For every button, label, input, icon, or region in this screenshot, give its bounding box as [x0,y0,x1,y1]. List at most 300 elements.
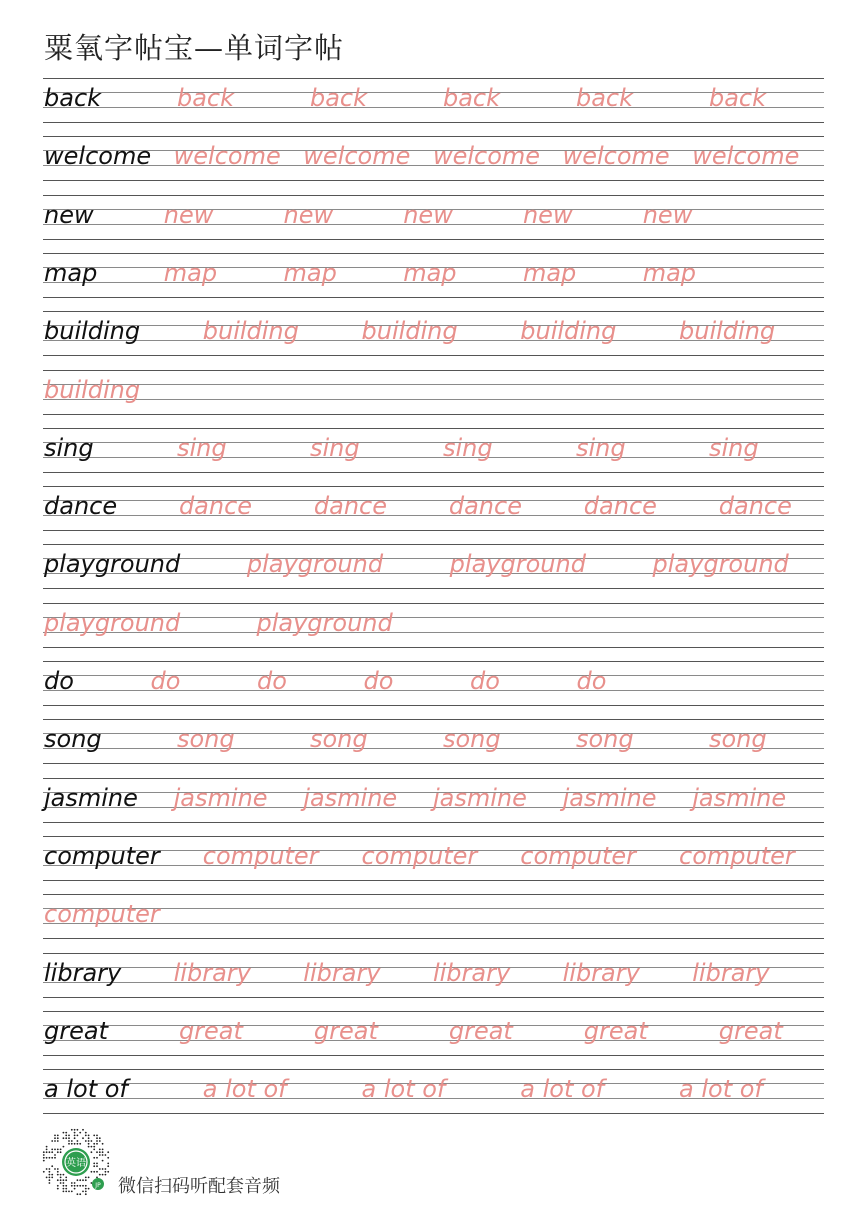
qr-dot [54,1137,56,1139]
qr-dot [51,1149,53,1151]
practice-row [43,370,824,428]
qr-dot [63,1132,65,1134]
trace-word: map [403,258,457,287]
qr-dot [71,1185,73,1187]
qr-dot [93,1146,95,1148]
guide-line [43,923,824,924]
qr-dot [102,1143,104,1145]
qr-dot [85,1193,87,1195]
trace-word: welcome [303,142,411,171]
qr-dot [85,1140,87,1142]
guide-line [43,763,824,764]
footer-text: 微信扫码听配套音频 [118,1176,280,1197]
trace-word: jasmine [692,783,787,812]
trace-word: dance [718,492,792,521]
qr-code[interactable] [40,1126,112,1198]
practice-row [43,661,824,719]
guide-line [43,880,824,881]
trace-word: map [163,258,218,287]
qr-dot [57,1137,59,1139]
trace-word: playground [44,608,181,637]
qr-dot [49,1174,51,1176]
guide-line [43,1040,824,1041]
guide-line [43,733,824,734]
practice-row [43,428,824,486]
trace-word: welcome [692,142,800,171]
trace-word: building [361,317,458,346]
trace-word: great [448,1016,513,1045]
qr-dot [54,1157,56,1159]
trace-word: new [283,200,334,229]
qr-dot [54,1168,56,1170]
guide-line [43,530,824,531]
guide-line [43,588,824,589]
qr-dot [85,1132,87,1134]
qr-dot [77,1140,79,1142]
guide-line [43,661,824,662]
trace-word: sing [309,433,360,462]
qr-dot [102,1168,104,1170]
trace-word: new [163,200,214,229]
trace-word: do [576,667,607,695]
qr-dot [105,1168,107,1170]
qr-dot [88,1143,90,1145]
qr-dot [79,1143,81,1145]
qr-dot [63,1191,65,1193]
qr-dot [43,1151,45,1153]
trace-word: computer [679,841,795,870]
qr-dot [77,1185,79,1187]
practice-row [43,78,824,136]
qr-dot [57,1151,59,1153]
trace-word: do [256,667,287,695]
qr-dot [93,1143,95,1145]
qr-dot [51,1157,53,1159]
guide-line [43,705,824,706]
qr-dot [65,1179,67,1181]
target-word: back [44,84,102,112]
qr-dot [57,1149,59,1151]
qr-dot [51,1140,53,1142]
trace-word: sing [442,433,493,462]
trace-word: do [363,667,394,695]
guide-line [43,894,824,895]
qr-dot [91,1140,93,1142]
qr-dot [96,1151,98,1153]
trace-word: great [718,1016,783,1045]
qr-dot [74,1188,76,1190]
qr-dot [96,1157,98,1159]
target-word: computer [44,841,160,870]
qr-dot [46,1157,48,1159]
qr-dot [102,1174,104,1176]
guide-line [43,938,824,939]
guide-line [43,486,824,487]
trace-word: map [642,258,697,287]
qr-dot [102,1149,104,1151]
qr-dot [74,1129,76,1131]
qr-dot [68,1191,70,1193]
qr-dot [68,1143,70,1145]
qr-dot [65,1185,67,1187]
trace-word: map [283,258,337,287]
trace-word: sing [575,433,626,462]
qr-dot [54,1140,56,1142]
qr-dot [105,1171,107,1173]
qr-dot [63,1174,65,1176]
trace-word: a lot of [202,1075,287,1104]
trace-word: welcome [562,142,670,171]
qr-dot [46,1149,48,1151]
qr-dot [105,1154,107,1156]
trace-word: do [469,667,500,695]
guide-line [43,1011,824,1012]
trace-word: library [173,958,251,987]
qr-dot [88,1188,90,1190]
qr-dot [60,1174,62,1176]
qr-dot [65,1132,67,1134]
qr-dot [99,1168,101,1170]
target-word: dance [44,492,118,521]
trace-word: back [575,84,633,112]
guide-line [43,603,824,604]
qr-dot [51,1165,53,1167]
guide-line [43,1055,824,1056]
target-word: do [44,667,74,695]
guide-line [43,457,824,458]
qr-dot [93,1163,95,1165]
guide-line [43,822,824,823]
qr-dot [85,1179,87,1181]
qr-dot [68,1137,70,1139]
guide-line [43,384,824,385]
qr-dot [107,1171,109,1173]
qr-dot [57,1185,59,1187]
qr-dot [85,1185,87,1187]
trace-word: map [522,258,577,287]
trace-word: playground [652,550,789,579]
guide-line [43,136,824,137]
trace-word: dance [313,492,388,521]
qr-dot [96,1140,98,1142]
guide-line [43,748,824,749]
qr-dot [71,1143,73,1145]
trace-word: new [522,200,573,229]
qr-dot [88,1140,90,1142]
guide-line [43,370,824,371]
qr-dot [71,1191,73,1193]
trace-word: computer [202,841,319,870]
qr-dot [71,1140,73,1142]
qr-dot [88,1135,90,1137]
qr-dot [96,1137,98,1139]
trace-word: song [309,725,368,754]
target-word: a lot of [44,1075,128,1104]
qr-badge-label: 英语 [66,1158,86,1169]
qr-dot [51,1151,53,1153]
practice-row [43,1011,824,1069]
trace-word: playground [449,550,586,579]
qr-dot [63,1188,65,1190]
guide-line [43,544,824,545]
qr-dot [68,1140,70,1142]
guide-line [43,719,824,720]
target-word: building [44,317,141,346]
guide-line [43,472,824,473]
trace-word: new [642,200,693,229]
qr-dot [99,1137,101,1139]
qr-dot [49,1151,51,1153]
qr-dot [91,1171,93,1173]
qr-dot [82,1137,84,1139]
qr-dot [85,1177,87,1179]
qr-dot [85,1135,87,1137]
practice-row [43,195,824,253]
trace-word: sing [708,433,759,462]
trace-word: song [176,725,235,754]
qr-dot [54,1135,56,1137]
trace-word: computer [44,900,160,929]
guide-line [43,997,824,998]
trace-word: jasmine [173,783,268,812]
trace-word: sing [176,433,227,462]
qr-dot [65,1188,67,1190]
practice-row [43,136,824,194]
qr-dot [49,1179,51,1181]
qr-dot [57,1188,59,1190]
trace-word: a lot of [679,1075,763,1104]
practice-row [43,894,824,952]
qr-dot [107,1151,109,1153]
qr-dot [49,1171,51,1173]
qr-dot [93,1157,95,1159]
practice-row [43,1069,824,1127]
guide-line [43,399,824,400]
trace-word: building [679,317,776,346]
qr-dot [93,1135,95,1137]
qr-dot [57,1179,59,1181]
qr-dot [65,1135,67,1137]
practice-row [43,953,824,1011]
trace-word: dance [583,492,657,521]
trace-word: building [520,317,617,346]
guide-line [43,355,824,356]
qr-dot [60,1179,62,1181]
trace-word: library [432,958,511,987]
trace-word: building [202,317,299,346]
qr-dot [51,1177,53,1179]
guide-line [43,92,824,93]
qr-dot [74,1182,76,1184]
guide-line [43,1069,824,1070]
qr-dot [99,1174,101,1176]
qr-dot [107,1165,109,1167]
qr-dot [79,1179,81,1181]
qr-dot [88,1137,90,1139]
qr-dot [82,1179,84,1181]
qr-dot [46,1177,48,1179]
trace-word: song [708,725,767,754]
guide-line [43,122,824,123]
qr-dot [99,1154,101,1156]
qr-dot [46,1168,48,1170]
qr-dot [96,1171,98,1173]
qr-dot [60,1182,62,1184]
trace-word: computer [361,841,478,870]
qr-dot [63,1179,65,1181]
practice-row [43,603,824,661]
qr-dot [60,1151,62,1153]
trace-word: back [309,84,368,112]
qr-dot [82,1191,84,1193]
guide-line [43,778,824,779]
qr-dot [63,1185,65,1187]
qr-dot [96,1135,98,1137]
trace-word: great [583,1016,648,1045]
qr-dot [57,1174,59,1176]
qr-dot [57,1140,59,1142]
qr-dot [77,1179,79,1181]
qr-dot [49,1182,51,1184]
target-word: song [44,725,102,754]
qr-dot [60,1177,62,1179]
target-word: map [44,258,98,287]
qr-dot [79,1132,81,1134]
trace-word: a lot of [361,1075,446,1104]
qr-dot [49,1157,51,1159]
qr-dot [68,1135,70,1137]
trace-word: new [403,200,453,229]
qr-dot [79,1193,81,1195]
target-word: jasmine [44,783,138,812]
guide-line [43,297,824,298]
guide-line [43,515,824,516]
trace-word: library [303,958,381,987]
practice-row [43,836,824,894]
trace-word: playground [246,550,384,579]
qr-dot [74,1132,76,1134]
guide-line [43,953,824,954]
guide-line [43,908,824,909]
qr-dot [54,1154,56,1156]
trace-word: dance [178,492,253,521]
qr-corner-label: JP [95,1182,101,1189]
trace-word: back [708,84,766,112]
target-word: playground [44,550,181,579]
guide-line [43,1113,824,1114]
qr-dot [63,1137,65,1139]
trace-word: back [442,84,501,112]
practice-row [43,778,824,836]
qr-dot [91,1151,93,1153]
qr-dot [65,1137,67,1139]
qr-dot [74,1137,76,1139]
practice-row [43,719,824,777]
qr-dot [63,1146,65,1148]
target-word: library [44,958,122,987]
qr-dot [77,1135,79,1137]
qr-dot [105,1174,107,1176]
qr-dot [79,1185,81,1187]
trace-word: welcome [173,142,281,171]
qr-dot [102,1154,104,1156]
guide-line [43,428,824,429]
qr-dot [107,1157,109,1159]
guide-line [43,78,824,79]
qr-dot [96,1163,98,1165]
qr-dot [43,1171,45,1173]
qr-dot [74,1143,76,1145]
trace-word: great [313,1016,378,1045]
qr-dot [65,1191,67,1193]
qr-dot [85,1191,87,1193]
guide-line [43,647,824,648]
qr-dot [57,1135,59,1137]
guide-line [43,311,824,312]
trace-word: do [150,667,181,695]
guide-line [43,414,824,415]
qr-dot [82,1185,84,1187]
guide-line [43,500,824,501]
qr-dot [99,1149,101,1151]
qr-dot [43,1157,45,1159]
qr-dot [77,1143,79,1145]
trace-word: a lot of [520,1075,605,1104]
practice-row [43,253,824,311]
trace-word: back [176,84,235,112]
qr-dot [88,1146,90,1148]
qr-dot [82,1129,84,1131]
target-word: great [44,1016,108,1045]
trace-word: jasmine [432,783,527,812]
practice-row [43,311,824,369]
qr-dot [54,1149,56,1151]
guide-line [43,836,824,837]
qr-dot [49,1168,51,1170]
guide-line [43,442,824,443]
guide-line [43,107,824,108]
qr-dot [74,1135,76,1137]
qr-dot [102,1160,104,1162]
qr-dot [99,1140,101,1142]
trace-word: building [44,375,141,404]
qr-dot [93,1171,95,1173]
guide-line [43,1025,824,1026]
trace-word: library [692,958,770,987]
qr-dot [63,1182,65,1184]
practice-row [43,486,824,544]
page-title: 粟氧字帖宝—单词字帖 [44,31,345,65]
qr-dot [85,1188,87,1190]
trace-word: song [442,725,501,754]
guide-line [43,180,824,181]
trace-word: song [575,725,634,754]
qr-dot [60,1149,62,1151]
trace-word: welcome [432,142,541,171]
qr-dot [91,1146,93,1148]
qr-dot [51,1174,53,1176]
qr-dot [77,1193,79,1195]
trace-word: playground [256,608,393,637]
qr-dot [49,1177,51,1179]
qr-dot [93,1149,95,1151]
guide-line [43,195,824,196]
qr-dot [107,1163,109,1165]
qr-dot [74,1185,76,1187]
qr-dot [77,1129,79,1131]
guide-line [43,239,824,240]
qr-dot [96,1165,98,1167]
